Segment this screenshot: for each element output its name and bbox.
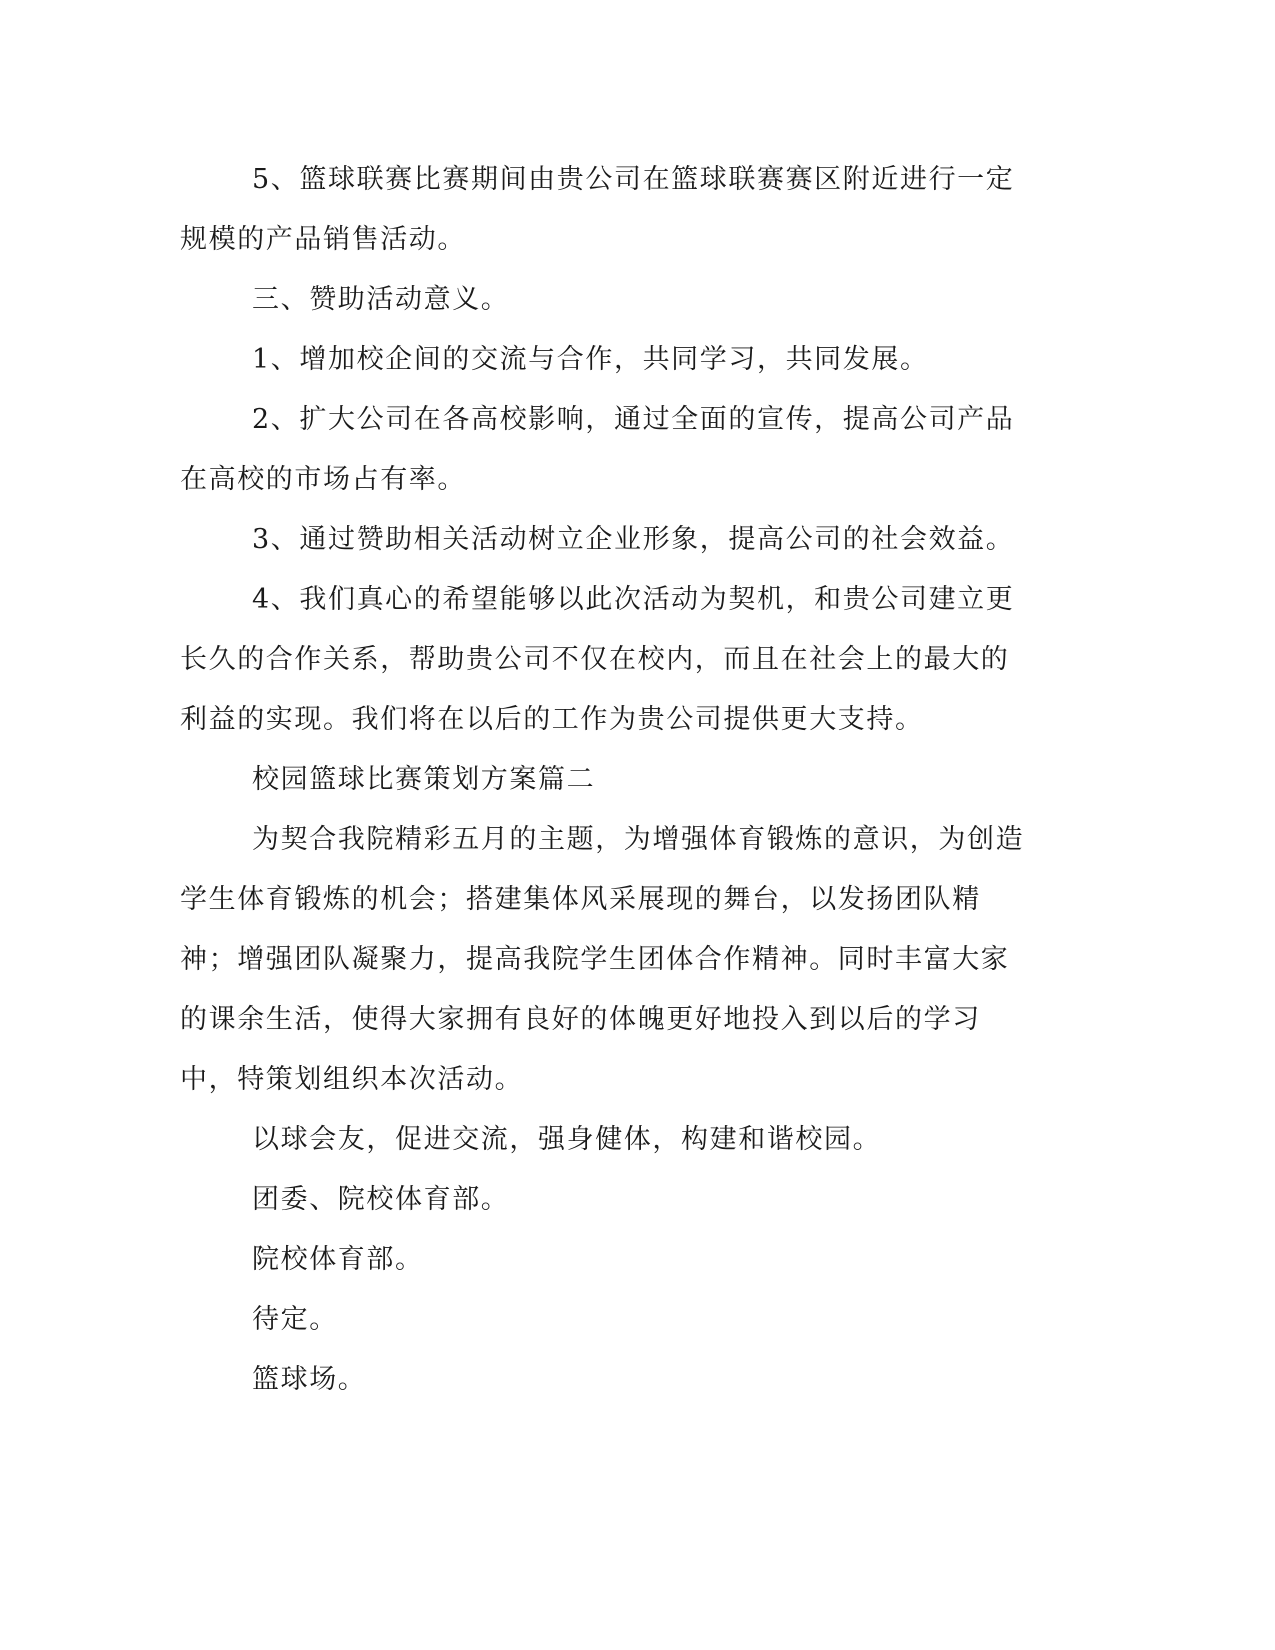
paragraph-point-2: 2、扩大公司在各高校影响，通过全面的宣传，提高公司产品在高校的市场占有率。 (180, 404, 1015, 495)
heading-sponsorship-significance: 三、赞助活动意义。 (252, 284, 510, 315)
paragraph-point-4: 4、我们真心的希望能够以此次活动为契机，和贵公司建立更长久的合作关系，帮助贵公司不仅在校内，而且在社会上的最大的利益的实现。我们将在以后的工作为贵公司提供更大支持。 (180, 584, 1015, 735)
paragraph-undertaker: 院校体育部。 (252, 1244, 424, 1275)
section-title-plan-two: 校园篮球比赛策划方案篇二 (252, 764, 596, 795)
paragraph-organizer: 团委、院校体育部。 (252, 1184, 510, 1215)
paragraph-point-1: 1、增加校企间的交流与合作，共同学习，共同发展。 (252, 344, 929, 375)
paragraph-sales-activity: 5、篮球联赛比赛期间由贵公司在篮球联赛赛区附近进行一定规模的产品销售活动。 (180, 164, 1015, 255)
document-body (180, 150, 1030, 1410)
paragraph-time: 待定。 (252, 1304, 338, 1335)
paragraph-theme: 以球会友，促进交流，强身健体，构建和谐校园。 (252, 1124, 882, 1155)
paragraph-point-3: 3、通过赞助相关活动树立企业形象，提高公司的社会效益。 (252, 524, 1015, 555)
paragraph-venue: 篮球场。 (252, 1364, 367, 1395)
paragraph-purpose: 为契合我院精彩五月的主题，为增强体育锻炼的意识，为创造学生体育锻炼的机会；搭建集体风采展现的舞台，以发扬团队精神；增强团队凝聚力，提高我院学生团体合作精神。同时丰富大家的课余生活，使得大家拥有良好的体魄更好地投入到以后的学习中，特策划组织本次活动。 (180, 824, 1025, 1095)
